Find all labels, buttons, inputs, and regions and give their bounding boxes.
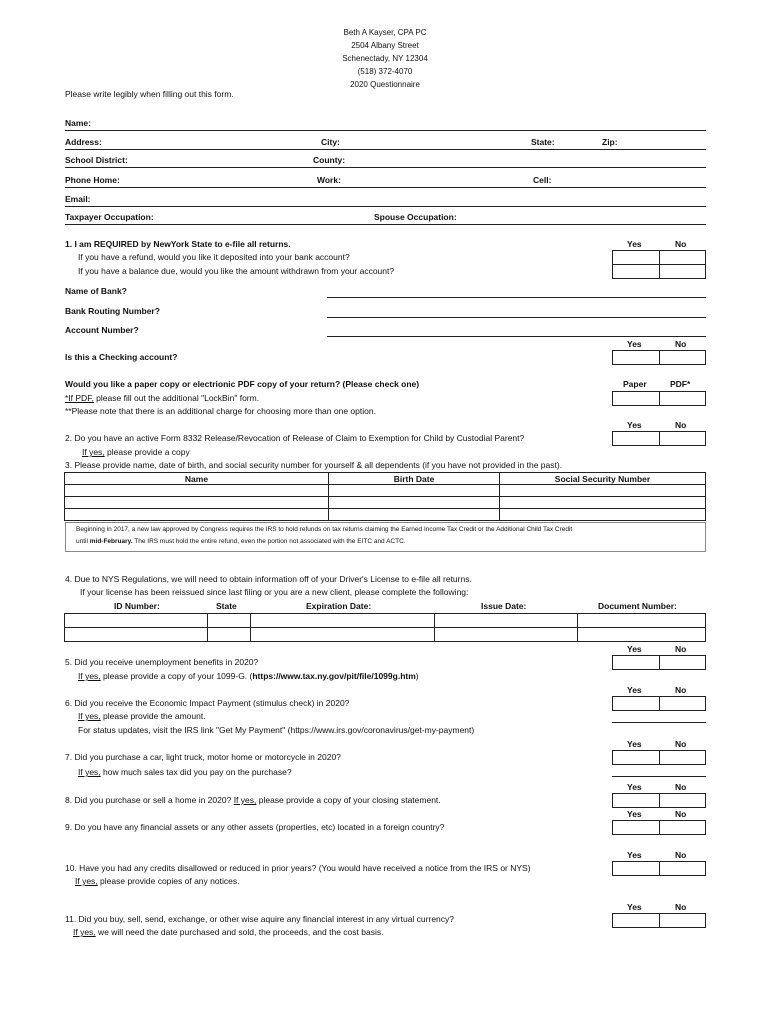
dependents-table xyxy=(64,472,706,521)
checking-checkbox[interactable] xyxy=(612,350,706,365)
q2-yes-header: Yes xyxy=(627,420,642,430)
q5-title: 5. Did you receive unemployment benefits in 2020? xyxy=(65,657,259,667)
taxpayer-occupation-label: Taxpayer Occupation: xyxy=(65,212,154,222)
q11-no-header: No xyxy=(675,902,687,912)
q9-yes-header: Yes xyxy=(627,809,642,819)
q7-yes-header: Yes xyxy=(627,739,642,749)
eitc-notice xyxy=(65,522,706,552)
dependents-header-ssn: Social Security Number xyxy=(500,473,706,485)
q7-title: 7. Did you purchase a car, light truck, motor home or motorcycle in 2020? xyxy=(65,752,341,762)
work-label: Work: xyxy=(317,175,341,185)
paper-header: Paper xyxy=(623,379,647,389)
name-label: Name: xyxy=(65,118,91,128)
q4-title: 4. Due to NYS Regulations, we will need to obtain information off of your Driver's License to e-file all returns. xyxy=(65,574,472,584)
q10-no-header: No xyxy=(675,850,687,860)
q1-yes-header: Yes xyxy=(627,239,642,249)
notice-line-2: until mid-February. The IRS must hold the entire refund, even the portion not associated with the EITC and ACTC. xyxy=(76,538,406,545)
table-row xyxy=(65,497,706,509)
city-label: City: xyxy=(321,137,340,147)
occupation-line[interactable] xyxy=(65,224,706,225)
license-header-issue: Issue Date: xyxy=(481,601,527,611)
bank-name-label: Name of Bank? xyxy=(65,286,127,296)
q8-checkbox[interactable] xyxy=(612,793,706,808)
q2-ifyes-text: If yes, please provide a copy xyxy=(82,447,190,457)
dependents-header-name: Name xyxy=(65,473,329,485)
state-label: State: xyxy=(531,137,555,147)
license-header-id: ID Number: xyxy=(114,601,160,611)
license-header-state: State xyxy=(216,601,237,611)
notice-line-1: Beginning in 2017, a new law approved by Congress requires the IRS to hold refunds on tax returns claiming the Earned Income Tax Credit or the Additional Child Tax Credit xyxy=(76,526,573,533)
form-title: 2020 Questionnaire xyxy=(350,80,420,89)
q6-no-header: No xyxy=(675,685,687,695)
q5-no-header: No xyxy=(675,644,687,654)
account-line[interactable] xyxy=(327,336,706,337)
license-header-expiration: Expiration Date: xyxy=(306,601,372,611)
q10-yes-header: Yes xyxy=(627,850,642,860)
q5-checkbox[interactable] xyxy=(612,655,706,670)
q3-title: 3. Please provide name, date of birth, and social security number for yourself & all dependents (if you have not provided in the past). xyxy=(65,460,563,470)
copy-ifpdf-text: *If PDF, please fill out the additional "LockBin" form. xyxy=(65,393,260,403)
unemployment-link[interactable]: https://www.tax.ny.gov/pit/file/1099g.htm xyxy=(252,671,416,681)
q7-checkbox[interactable] xyxy=(612,750,706,765)
q2-no-header: No xyxy=(675,420,687,430)
q1-balance-text: If you have a balance due, would you like the amount withdrawn from your account? xyxy=(78,266,395,276)
q11-checkbox[interactable] xyxy=(612,913,706,928)
table-row xyxy=(65,509,706,521)
phone-line[interactable] xyxy=(65,187,706,188)
spouse-occupation-label: Spouse Occupation: xyxy=(374,212,457,222)
q1-no-header: No xyxy=(675,239,687,249)
q11-yes-header: Yes xyxy=(627,902,642,912)
address-line[interactable] xyxy=(65,149,706,150)
firm-street: 2504 Albany Street xyxy=(351,41,419,50)
q7-amount-line[interactable] xyxy=(612,776,706,777)
phone-home-label: Phone Home: xyxy=(65,175,120,185)
account-label: Account Number? xyxy=(65,325,139,335)
q9-checkbox[interactable] xyxy=(612,820,706,835)
copy-note: **Please note that there is an additional charge for choosing more than one option. xyxy=(65,406,376,416)
email-label: Email: xyxy=(65,194,91,204)
q8-yes-header: Yes xyxy=(627,782,642,792)
q6-detail: If yes, please provide the amount. xyxy=(78,711,206,721)
q1-refund-text: If you have a refund, would you like it deposited into your bank account? xyxy=(78,252,350,262)
q11-title: 11. Did you buy, sell, send, exchange, or other wise aquire any financial interest in any virtual currency? xyxy=(65,914,455,924)
name-line[interactable] xyxy=(65,130,706,131)
q7-detail: If yes, how much sales tax did you pay on the purchase? xyxy=(78,767,292,777)
routing-label: Bank Routing Number? xyxy=(65,306,160,316)
q9-no-header: No xyxy=(675,809,687,819)
q6-yes-header: Yes xyxy=(627,685,642,695)
table-row xyxy=(65,628,706,642)
q1-balance-checkbox[interactable] xyxy=(612,264,706,279)
copy-title: Would you like a paper copy or electrionic PDF copy of your return? (Please check one) xyxy=(65,379,420,389)
q6-amount-line[interactable] xyxy=(612,722,706,723)
table-row xyxy=(65,485,706,497)
dependents-header-birth: Birth Date xyxy=(329,473,500,485)
q10-title: 10. Have you had any credits disallowed or reduced in prior years? (You would have received a notice from the IRS or NYS) xyxy=(65,863,531,873)
q4-subtitle: If your license has been reissued since last filing or you are a new client, please complete the following: xyxy=(80,587,469,597)
q10-detail: If yes, please provide copies of any notices. xyxy=(75,876,240,886)
license-table xyxy=(64,613,706,642)
firm-name: Beth A Kayser, CPA PC xyxy=(343,28,427,37)
q5-yes-header: Yes xyxy=(627,644,642,654)
q5-detail: If yes, please provide a copy of your 1099-G. (https://www.tax.ny.gov/pit/file/1099g.htm) xyxy=(78,671,419,681)
q11-detail: If yes, we will need the date purchased and sold, the proceeds, and the cost basis. xyxy=(73,927,384,937)
routing-line[interactable] xyxy=(327,317,706,318)
bank-name-line[interactable] xyxy=(327,297,706,298)
q7-no-header: No xyxy=(675,739,687,749)
q8-no-header: No xyxy=(675,782,687,792)
q6-title: 6. Did you receive the Economic Impact Payment (stimulus check) in 2020? xyxy=(65,698,350,708)
checking-no-header: No xyxy=(675,339,687,349)
q1-refund-checkbox[interactable] xyxy=(612,250,706,265)
license-header-document: Document Number: xyxy=(598,601,677,611)
zip-label: Zip: xyxy=(602,137,618,147)
q2-title: 2. Do you have an active Form 8332 Release/Revocation of Release of Claim to Exemption for Child by Custodial Parent? xyxy=(65,433,525,443)
q1-title: 1. I am REQUIRED by NewYork State to e-file all returns. xyxy=(65,239,291,249)
checking-yes-header: Yes xyxy=(627,339,642,349)
county-label: County: xyxy=(313,155,346,165)
pdf-header: PDF* xyxy=(670,379,691,389)
q6-checkbox[interactable] xyxy=(612,696,706,711)
school-label: School District: xyxy=(65,155,128,165)
q8-title: 8. Did you purchase or sell a home in 2020? If yes, please provide a copy of your closing statement. xyxy=(65,795,441,805)
checking-label: Is this a Checking account? xyxy=(65,352,178,362)
firm-city: Schenectady, NY 12304 xyxy=(342,54,428,63)
q2-checkbox[interactable] xyxy=(612,431,706,446)
q9-title: 9. Do you have any financial assets or any other assets (properties, etc) located in a foreign country? xyxy=(65,822,445,832)
q6-status-text: For status updates, visit the IRS link "Get My Payment" (https://www.irs.gov/coronavirus/get-my-payment) xyxy=(78,725,475,735)
table-row xyxy=(65,614,706,628)
school-line[interactable] xyxy=(65,167,706,168)
cell-label: Cell: xyxy=(533,175,552,185)
firm-phone: (518) 372-4070 xyxy=(357,67,413,76)
intro-text: Please write legibly when filling out this form. xyxy=(65,89,234,99)
email-line[interactable] xyxy=(65,206,706,207)
q10-checkbox[interactable] xyxy=(612,861,706,876)
copy-checkbox[interactable] xyxy=(612,391,706,406)
address-label: Address: xyxy=(65,137,102,147)
